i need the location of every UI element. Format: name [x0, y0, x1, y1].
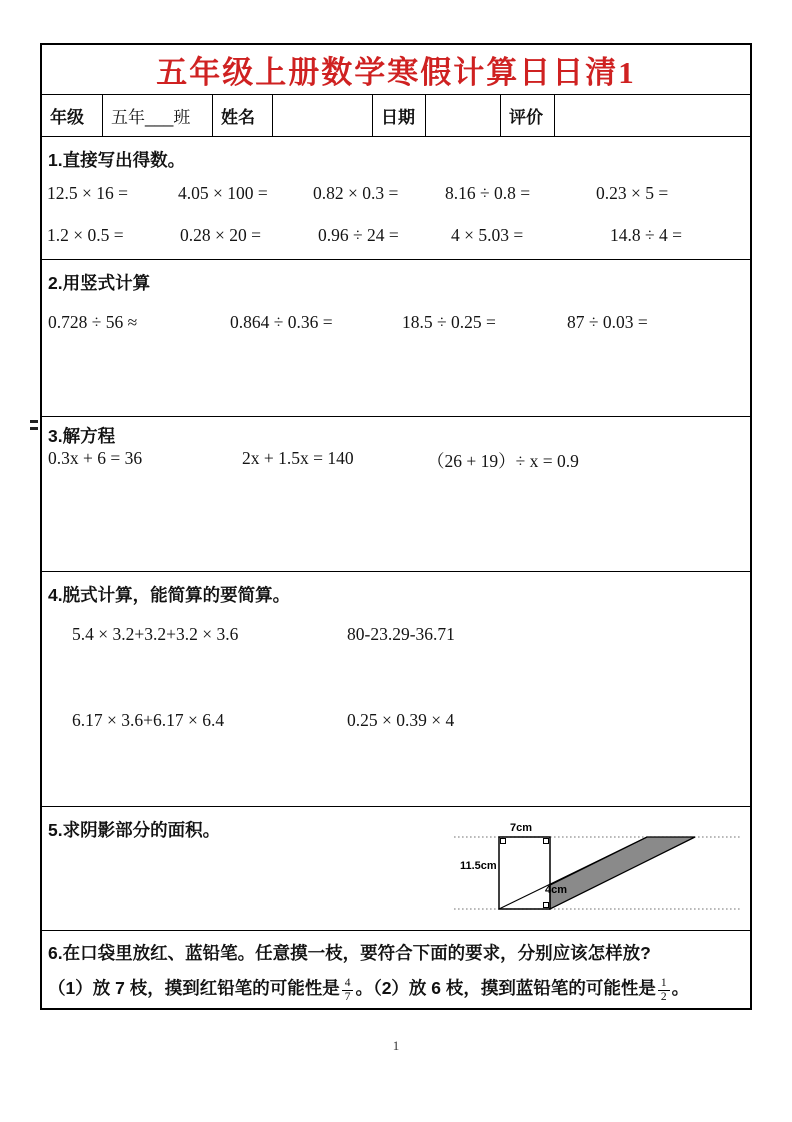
math-problem: 0.864 ÷ 0.36 =: [230, 312, 333, 332]
math-problem: 0.28 × 20 =: [180, 225, 261, 245]
math-problem: （26 + 19）÷ x = 0.9: [427, 451, 579, 471]
section4-heading: 4.脱式计算，能简算的要简算。: [48, 585, 291, 605]
eval-blank-cell: [555, 95, 750, 136]
equation-problems-row: [42, 448, 750, 472]
subquestion2-text: （2）放 6 枝，摸到蓝铅笔的可能性是: [372, 978, 656, 998]
grade-value-cell: 五年___班: [103, 95, 213, 136]
math-problem: 5.4 × 3.2+3.2+3.2 × 3.6: [72, 624, 239, 644]
math-problem: 4 × 5.03 =: [451, 225, 524, 245]
info-header-row: [42, 95, 750, 137]
section-step-calculation: [42, 572, 750, 807]
height-dimension-label: 11.5cm: [460, 860, 497, 872]
math-problem: 14.8 ÷ 4 =: [610, 225, 682, 245]
math-problem: 80-23.29-36.71: [347, 624, 455, 644]
name-blank-cell: [273, 95, 373, 136]
rectangle-outline: [499, 837, 550, 909]
fraction-denominator: 2: [660, 991, 667, 1003]
width-dimension-label: 7cm: [510, 822, 533, 834]
fraction-1-2: [658, 978, 670, 1004]
eval-label: 评价: [501, 95, 555, 136]
vertical-problems-row: [42, 312, 750, 336]
section-probability: [42, 931, 750, 1012]
math-problem: 1.2 × 0.5 =: [47, 225, 124, 245]
date-label: 日期: [373, 95, 426, 136]
math-problem: 87 ÷ 0.03 =: [567, 312, 648, 332]
math-problem: 0.728 ÷ 56 ≈: [48, 312, 138, 332]
right-angle-mark: [501, 839, 506, 844]
section-oral-calculation: [42, 137, 750, 260]
segment-dimension-label: 4cm: [545, 884, 568, 896]
stray-print-mark: [30, 419, 38, 432]
section1-heading: 1.直接写出得数。: [48, 150, 186, 170]
math-problem: 0.23 × 5 =: [596, 183, 669, 203]
section5-heading: 5.求阴影部分的面积。: [48, 820, 221, 840]
right-angle-mark: [544, 903, 549, 908]
probability-subquestions: [48, 975, 689, 1004]
probability-question: 6.在口袋里放红、蓝铅笔。任意摸一枝，要符合下面的要求，分别应该怎样放?: [48, 943, 651, 963]
worksheet-table: [40, 43, 752, 1010]
step-problems-row1: [42, 624, 750, 648]
subquestion2-period: 。: [671, 978, 690, 998]
fraction-numerator: 1: [658, 978, 670, 992]
section2-heading: 2.用竖式计算: [48, 273, 151, 293]
math-problem: 4.05 × 100 =: [178, 183, 268, 203]
math-problem: 0.96 ÷ 24 =: [318, 225, 399, 245]
page-number: 1: [392, 1038, 400, 1053]
step-problems-row2: [42, 710, 750, 734]
fraction-4-7: [342, 978, 354, 1004]
math-problem: 2x + 1.5x = 140: [242, 448, 354, 468]
math-problem: 0.3x + 6 = 36: [48, 448, 143, 468]
math-problem: 0.25 × 0.39 × 4: [347, 710, 455, 730]
fraction-numerator: 4: [342, 978, 354, 992]
title-row: [42, 45, 750, 95]
fraction-denominator: 7: [344, 991, 351, 1003]
oral-problems-row1: [42, 183, 750, 207]
name-label: 姓名: [213, 95, 273, 136]
math-problem: 6.17 × 3.6+6.17 × 6.4: [72, 710, 225, 730]
math-problem: 18.5 ÷ 0.25 =: [402, 312, 496, 332]
section-shaded-area: [42, 807, 750, 931]
subquestion1-text: （1）放 7 枝，摸到红铅笔的可能性是: [48, 978, 340, 998]
math-problem: 8.16 ÷ 0.8 =: [445, 183, 531, 203]
math-problem: 0.82 × 0.3 =: [313, 183, 399, 203]
subquestion1-period: 。: [355, 978, 373, 998]
geometry-figure: [447, 819, 747, 924]
date-blank-cell: [426, 95, 501, 136]
math-problem: 12.5 × 16 =: [47, 183, 128, 203]
oral-problems-row2: [42, 225, 750, 249]
right-angle-mark: [544, 839, 549, 844]
section3-heading: 3.解方程: [48, 426, 116, 446]
section-vertical-calculation: [42, 260, 750, 417]
worksheet-title: 五年级上册数学寒假计算日日清1: [156, 55, 636, 90]
section-solve-equations: [42, 417, 750, 572]
grade-label: 年级: [42, 95, 103, 136]
